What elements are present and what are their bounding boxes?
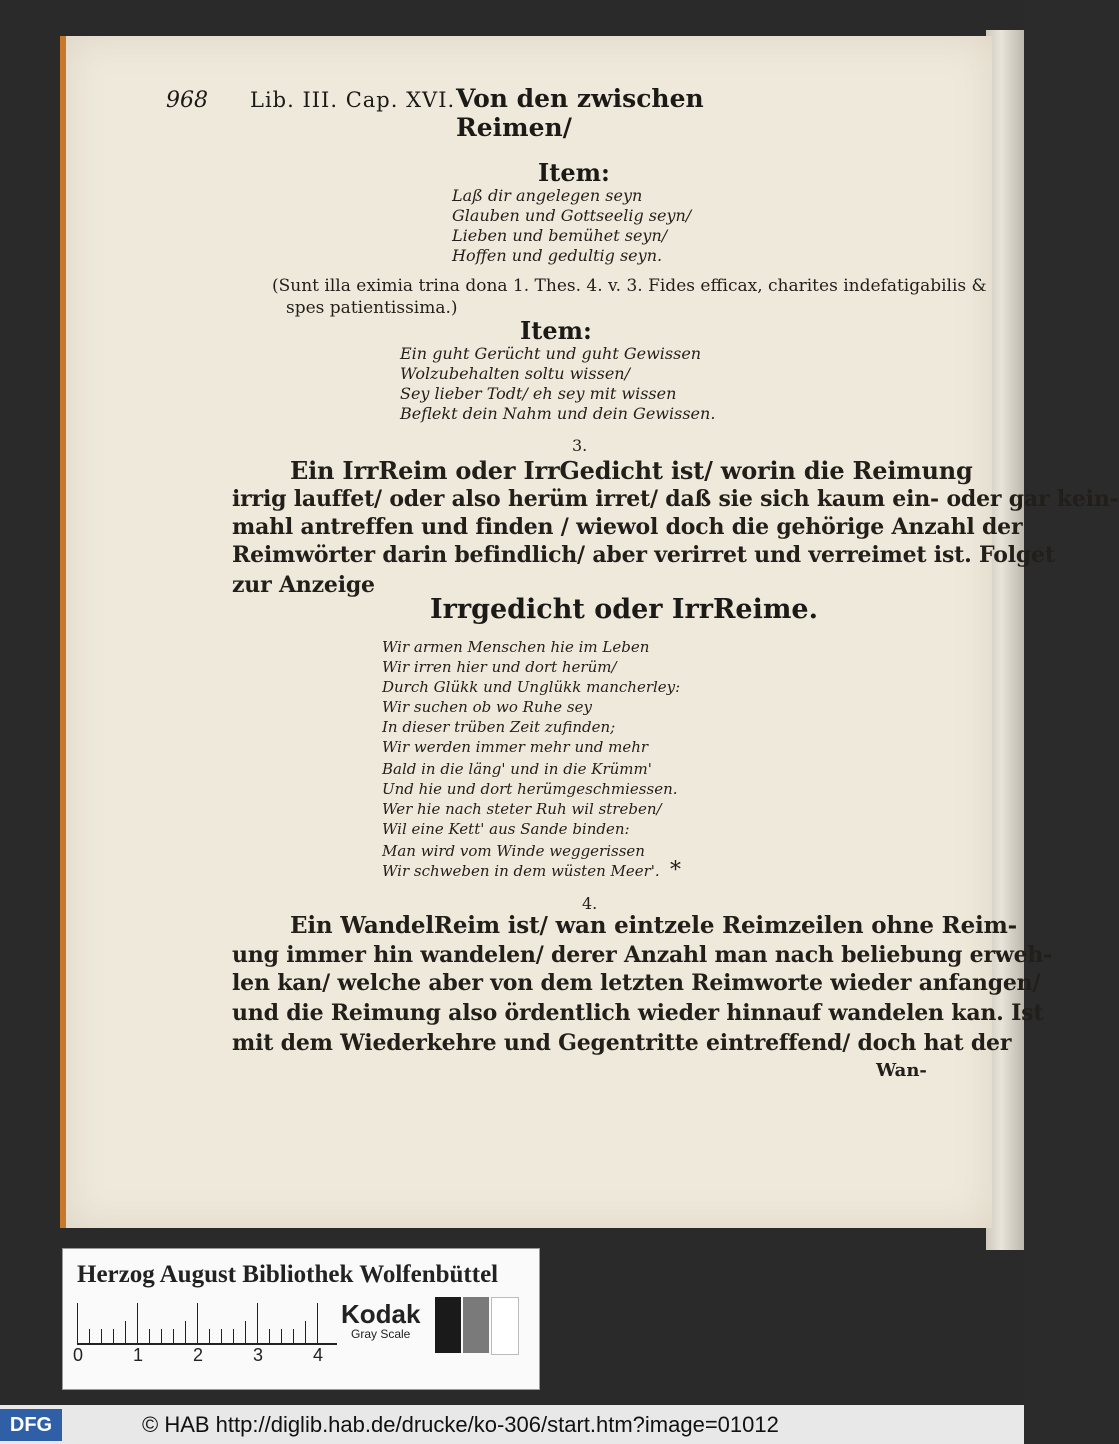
gray-patch-mid [463,1297,489,1353]
catchword: Wan- [876,1060,927,1081]
poem-line: Man wird vom Winde weggerissen [382,842,645,860]
asterisk-mark: * [670,858,681,883]
prose-line: len kan/ welche aber von dem letzten Reimworte wieder anfangen/ [232,970,1041,996]
ruler-label: 0 [73,1345,84,1365]
verse-line: Beflekt dein Nahm und dein Gewissen. [400,404,716,423]
poem-line: Wir suchen ob wo Ruhe sey [382,698,592,716]
poem-line: Wil eine Kett' aus Sande binden: [382,820,630,838]
running-title: Von den zwischen Reimen/ [456,84,704,142]
item-heading-2: Item: [520,316,592,345]
running-head [166,84,806,142]
prose-line: irrig lauffet/ oder also herüm irret/ daß sie sich kaum ein- oder gar kein- [232,486,1119,512]
poem-title: Irrgedicht oder IrrReime. [430,594,819,625]
verse-line: Sey lieber Todt/ eh sey mit wissen [400,384,677,403]
poem-line: In dieser trüben Zeit zufinden; [382,718,616,736]
prose-line: Reimwörter darin befindlich/ aber verirret und verreimet ist. Folget [232,542,1055,568]
ruler-label: 1 [133,1345,144,1365]
verse-line: Glauben und Gottseelig seyn/ [452,206,692,225]
chapter-reference: Lib. III. Cap. XVI. [250,88,456,112]
kodak-logo: Kodak [341,1299,421,1329]
prose-line: Ein WandelReim ist/ wan eintzele Reimzeilen ohne Reim- [290,912,1018,939]
prose-line: ung immer hin wandelen/ derer Anzahl man nach beliebung erweh- [232,942,1053,968]
verse-line: Wolzubehalten soltu wissen/ [400,364,630,383]
prose-line: mit dem Wiederkehre und Gegentritte eintreffend/ doch hat der [232,1030,1012,1056]
poem-line: Wir schweben in dem wüsten Meer'. [382,862,660,880]
page-number: 968 [166,88,208,113]
prose-line: zur Anzeige [232,572,375,598]
gray-patch-black [435,1297,461,1353]
verse-line: Hoffen und gedultig seyn. [452,246,663,265]
poem-line: Wir armen Menschen hie im Leben [382,638,650,656]
gray-scale-label: Gray Scale [351,1327,411,1341]
verse-line: Lieben und bemühet seyn/ [452,226,668,245]
ruler [77,1303,337,1345]
prose-line: und die Reimung also ördentlich wieder hinnauf wandelen kan. Ist [232,1000,1044,1026]
poem-line: Und hie und dort herümgeschmiessen. [382,780,678,798]
poem-line: Wir werden immer mehr und mehr [382,738,649,756]
ruler-label: 3 [253,1345,264,1365]
gray-patch-white [491,1297,519,1355]
poem-line: Wer hie nach steter Ruh wil streben/ [382,800,662,818]
ruler-label: 4 [313,1345,324,1365]
latin-note-line: (Sunt illa eximia trina dona 1. Thes. 4. v. 3. Fides efficax, charites indefatigabilis & [272,276,987,296]
library-name: Herzog August Bibliothek Wolfenbüttel [77,1261,499,1288]
dfg-logo: DFG [0,1409,62,1441]
copyright-credit: © HAB http://diglib.hab.de/drucke/ko-306/start.htm?image=01012 [142,1412,779,1437]
ruler-label: 2 [193,1345,204,1365]
footer-bar [0,1405,1024,1444]
poem-line: Bald in die läng' und in die Krümm' [382,760,652,778]
verse-line: Ein guht Gerücht und guht Gewissen [400,344,702,363]
color-calibration-card [62,1248,540,1390]
poem-line: Durch Glükk und Unglükk mancherley: [382,678,681,696]
section-number-4: 4. [582,894,598,913]
prose-line: Ein IrrReim oder IrrGedicht ist/ worin die Reimung [290,456,973,485]
prose-line: mahl antreffen und finden / wiewol doch die gehörige Anzahl der [232,514,1023,540]
poem-line: Wir irren hier und dort herüm/ [382,658,617,676]
item-heading-1: Item: [538,158,610,187]
verse-line: Laß dir angelegen seyn [452,186,643,205]
latin-note-line: spes patientissima.) [286,298,458,318]
section-number-3: 3. [572,436,588,455]
